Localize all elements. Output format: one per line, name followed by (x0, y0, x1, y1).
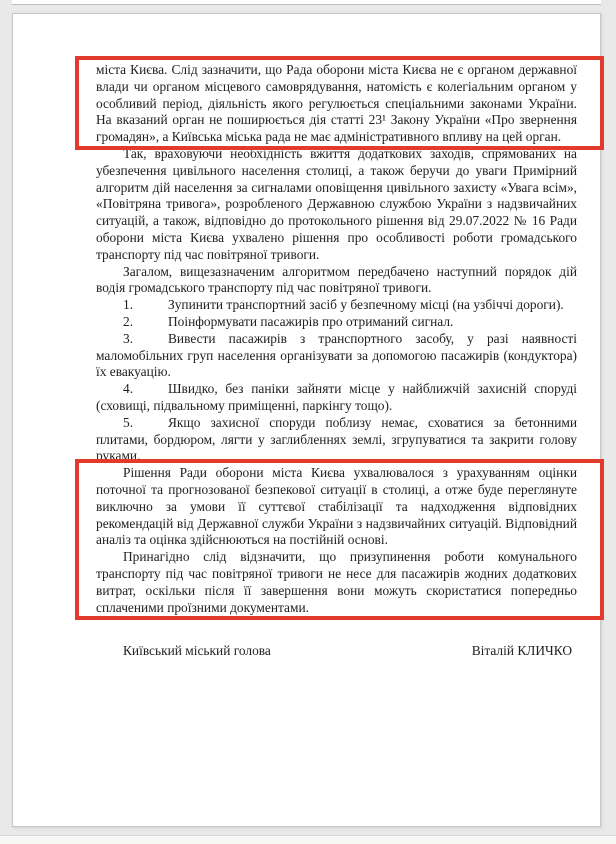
signature-title: Київський міський голова (123, 643, 271, 659)
list-number: 1. (123, 297, 134, 313)
paragraph-decision-review: Рішення Ради оборони міста Києва ухвалювалося з урахуванням оцінки поточної та прогнозованої безпекової ситуації в столиці, а отже буде переглянуте виключно за умови її суттєвої стабілізації та надходження відповідних рекомендацій від Державної служби України з надзвичайних ситуацій. Відповідний аналіз та оцінка здійснюються на постійній основі. (96, 465, 577, 548)
previous-page-edge (12, 0, 601, 5)
signature-block (96, 643, 577, 660)
next-page-edge (0, 835, 616, 844)
paragraph-council-status: міста Києва. Слід зазначити, що Рада оборони міста Києва не є органом державної влади чи органом місцевого самоврядування, натомість є колегіальним органом у особливий період, діяльність якого регулюється спеціальними законами України. На вказаний орган не поширюється дія статті 23¹ Закону України «Про звернення громадян», а Київська міська рада не має адміністративного впливу на цей орган. (96, 62, 577, 145)
list-item (96, 297, 577, 314)
list-item-text: Поінформувати пасажирів про отриманий сигнал. (168, 313, 454, 329)
list-item-text: Зупинити транспортний засіб у безпечному місці (на узбіччі дороги). (168, 297, 564, 313)
list-item (96, 314, 577, 331)
document-page (12, 13, 601, 827)
highlighted-section-1 (96, 62, 577, 146)
list-number: 2. (123, 313, 134, 329)
list-number: 5. (123, 414, 134, 430)
list-item-text: Вивести пасажирів з транспортного засобу, у разі наявності маломобільних груп населення організувати за допомогою пасажирів (кондуктора) їх евакуацію. (96, 330, 577, 380)
list-item (96, 381, 577, 415)
list-number: 3. (123, 330, 134, 346)
page-content (96, 62, 577, 660)
list-item-text: Якщо захисної споруди поблизу немає, сховатися за бетонними плитами, бордюром, лягти у заглибленнях землі, згрупуватися та закрити голову руками. (96, 414, 577, 464)
paragraph-driver-order: Загалом, вищезазначеним алгоритмом передбачено наступний порядок дій водія громадського транспорту під час повітряної тривоги. (96, 263, 577, 296)
list-item (96, 415, 577, 465)
highlighted-section-2 (96, 465, 577, 616)
signature-name: Віталій КЛИЧКО (471, 643, 572, 659)
list-item-text: Швидко, без паніки зайняти місце у найближчій захисній споруді (сховищі, підвальному приміщенні, паркінгу тощо). (96, 381, 577, 413)
paragraph-algorithm: Так, враховуючи необхідність вжиття додаткових заходів, спрямованих на убезпечення цивільного населення столиці, а також беручи до уваги Примірний алгоритм дій населення за сигналами оповіщення цивільного захисту «Увага всім», «Повітряна тривога», розробленого Державною службою України з надзвичайних ситуацій, а також, відповідно до протокольного рішення від 29.07.2022 № 16 Ради оборони міста Києва ухвалено рішення про особливості роботи громадського транспорту під час повітряної тривоги. (96, 145, 577, 262)
paragraph-no-extra-cost: Принагідно слід відзначити, що призупинення роботи комунального транспорту під час повітряної тривоги не несе для пасажирів жодних додаткових витрат, оскільки після її завершення вони можуть скористатися попередньо сплаченими проїзними документами. (96, 549, 577, 615)
list-number: 4. (123, 381, 134, 397)
list-item (96, 331, 577, 381)
